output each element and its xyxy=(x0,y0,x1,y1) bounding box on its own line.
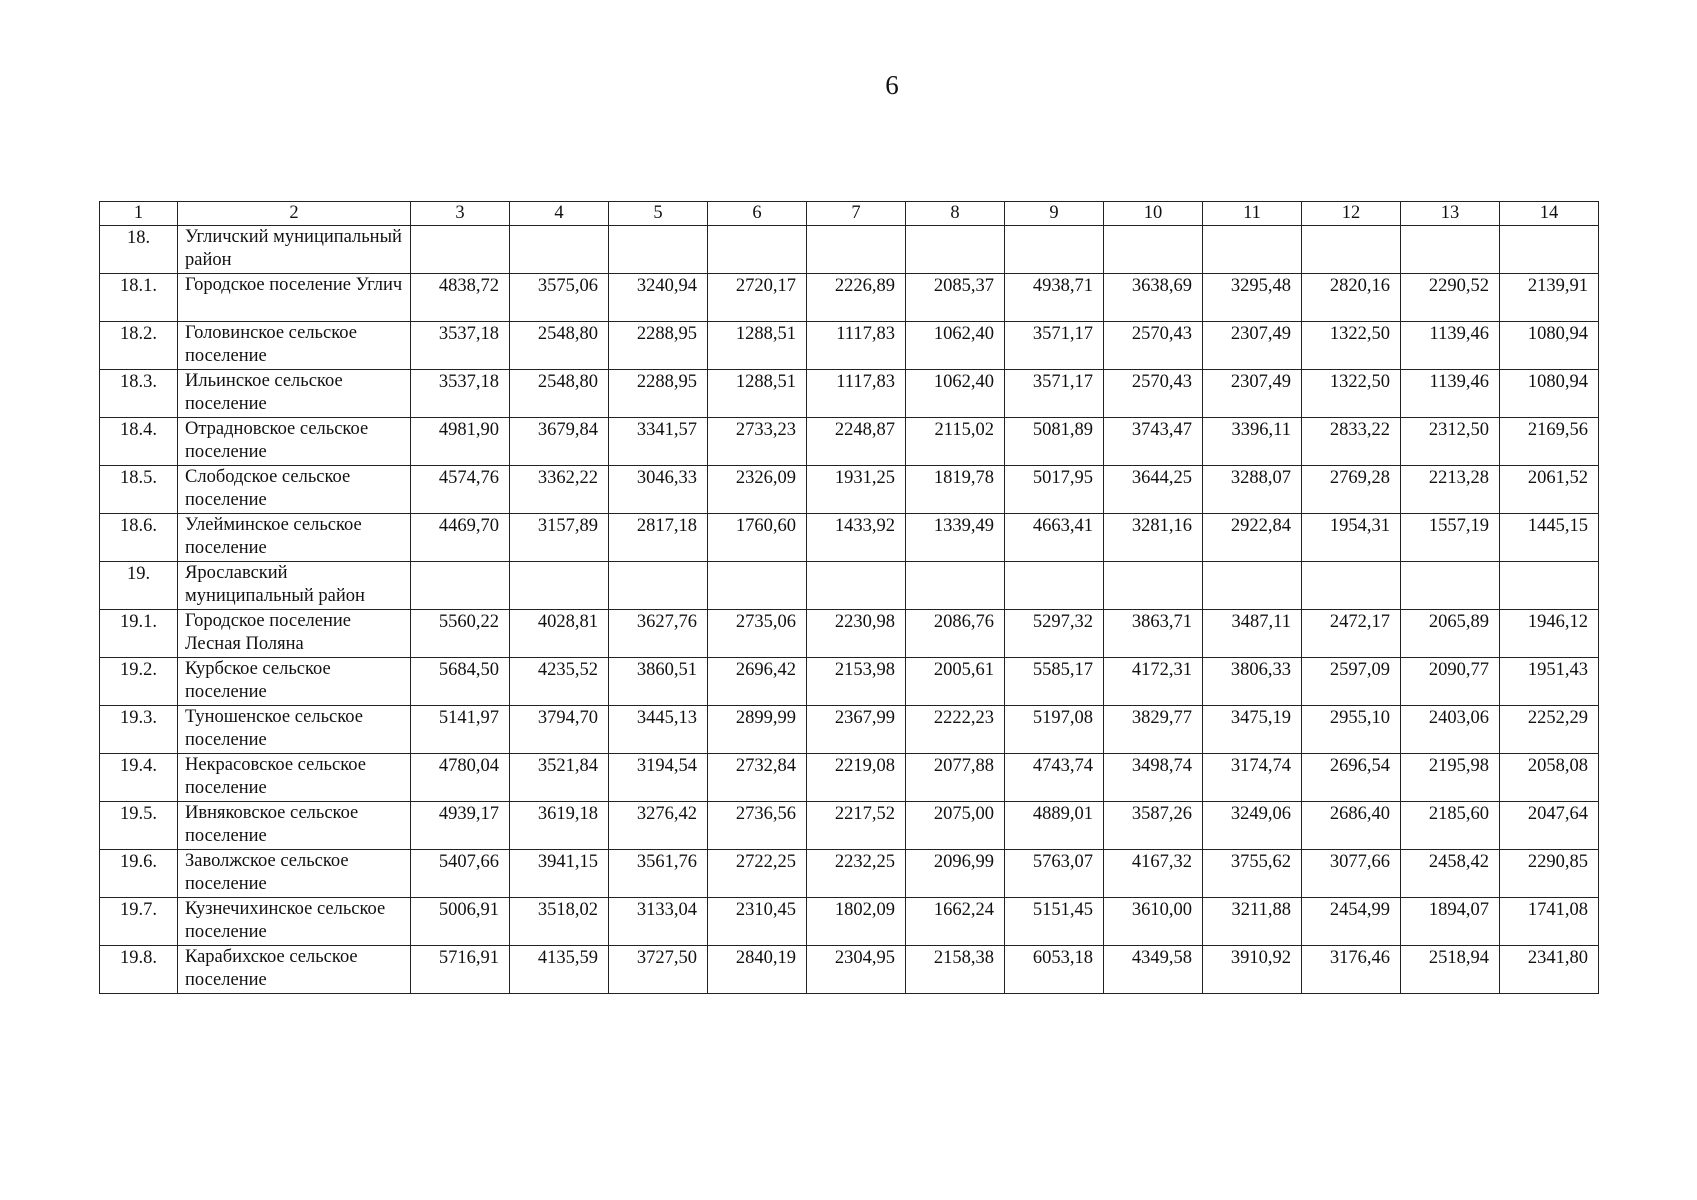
value-cell: 4469,70 xyxy=(411,514,510,562)
settlement-name: Слободское сельское поселение xyxy=(178,466,411,514)
value-cell: 1062,40 xyxy=(906,322,1005,370)
value-cell: 3487,11 xyxy=(1203,610,1302,658)
value-cell: 2597,09 xyxy=(1302,658,1401,706)
value-cell: 2230,98 xyxy=(807,610,906,658)
header-row xyxy=(100,202,1599,226)
value-cell xyxy=(1500,562,1599,610)
value-cell xyxy=(807,226,906,274)
value-cell xyxy=(1500,226,1599,274)
value-cell: 2722,25 xyxy=(708,850,807,898)
table-row xyxy=(100,514,1599,562)
value-cell: 1951,43 xyxy=(1500,658,1599,706)
value-cell xyxy=(510,226,609,274)
value-cell: 3518,02 xyxy=(510,898,609,946)
value-cell: 2217,52 xyxy=(807,802,906,850)
table-row xyxy=(100,226,1599,274)
value-cell: 2195,98 xyxy=(1401,754,1500,802)
table-row xyxy=(100,322,1599,370)
value-cell: 2061,52 xyxy=(1500,466,1599,514)
value-cell: 2769,28 xyxy=(1302,466,1401,514)
value-cell: 3288,07 xyxy=(1203,466,1302,514)
value-cell: 3619,18 xyxy=(510,802,609,850)
column-header: 14 xyxy=(1500,202,1599,226)
value-cell: 1139,46 xyxy=(1401,322,1500,370)
value-cell: 3610,00 xyxy=(1104,898,1203,946)
row-number: 19. xyxy=(100,562,178,610)
value-cell xyxy=(906,226,1005,274)
table-row xyxy=(100,274,1599,322)
row-number: 18.3. xyxy=(100,370,178,418)
value-cell: 3561,76 xyxy=(609,850,708,898)
value-cell xyxy=(510,562,609,610)
value-cell: 2222,23 xyxy=(906,706,1005,754)
value-cell: 3829,77 xyxy=(1104,706,1203,754)
value-cell xyxy=(1005,226,1104,274)
value-cell: 5560,22 xyxy=(411,610,510,658)
value-cell: 3537,18 xyxy=(411,322,510,370)
value-cell: 2226,89 xyxy=(807,274,906,322)
value-cell xyxy=(906,562,1005,610)
value-cell: 3537,18 xyxy=(411,370,510,418)
table-row xyxy=(100,754,1599,802)
column-header: 5 xyxy=(609,202,708,226)
value-cell: 2232,25 xyxy=(807,850,906,898)
value-cell xyxy=(411,562,510,610)
value-cell xyxy=(1401,226,1500,274)
value-cell: 5197,08 xyxy=(1005,706,1104,754)
value-cell: 1741,08 xyxy=(1500,898,1599,946)
value-cell: 5684,50 xyxy=(411,658,510,706)
value-cell xyxy=(1104,562,1203,610)
value-cell: 2290,52 xyxy=(1401,274,1500,322)
value-cell xyxy=(411,226,510,274)
value-cell: 2169,56 xyxy=(1500,418,1599,466)
value-cell: 4349,58 xyxy=(1104,946,1203,994)
value-cell: 2307,49 xyxy=(1203,322,1302,370)
value-cell: 3743,47 xyxy=(1104,418,1203,466)
table-row xyxy=(100,706,1599,754)
value-cell: 5006,91 xyxy=(411,898,510,946)
value-cell: 2817,18 xyxy=(609,514,708,562)
value-cell: 1322,50 xyxy=(1302,370,1401,418)
value-cell: 1080,94 xyxy=(1500,322,1599,370)
value-cell: 2955,10 xyxy=(1302,706,1401,754)
value-cell: 3627,76 xyxy=(609,610,708,658)
value-cell: 4135,59 xyxy=(510,946,609,994)
value-cell: 4028,81 xyxy=(510,610,609,658)
settlement-name: Туношенское сельское поселение xyxy=(178,706,411,754)
value-cell: 1445,15 xyxy=(1500,514,1599,562)
value-cell: 2304,95 xyxy=(807,946,906,994)
row-number: 19.6. xyxy=(100,850,178,898)
table-row xyxy=(100,658,1599,706)
value-cell xyxy=(1104,226,1203,274)
value-cell: 1931,25 xyxy=(807,466,906,514)
value-cell: 1819,78 xyxy=(906,466,1005,514)
value-cell: 2153,98 xyxy=(807,658,906,706)
value-cell xyxy=(1203,226,1302,274)
value-cell xyxy=(708,562,807,610)
row-number: 19.4. xyxy=(100,754,178,802)
value-cell: 1557,19 xyxy=(1401,514,1500,562)
value-cell xyxy=(1005,562,1104,610)
column-header: 6 xyxy=(708,202,807,226)
settlement-name: Карабихское сельское поселение xyxy=(178,946,411,994)
value-cell: 3157,89 xyxy=(510,514,609,562)
value-cell: 3638,69 xyxy=(1104,274,1203,322)
row-number: 18. xyxy=(100,226,178,274)
column-header: 9 xyxy=(1005,202,1104,226)
value-cell: 3133,04 xyxy=(609,898,708,946)
value-cell: 3755,62 xyxy=(1203,850,1302,898)
value-cell: 2158,38 xyxy=(906,946,1005,994)
table-row xyxy=(100,466,1599,514)
value-cell: 2065,89 xyxy=(1401,610,1500,658)
data-table xyxy=(99,201,1599,994)
value-cell: 4838,72 xyxy=(411,274,510,322)
table-row xyxy=(100,802,1599,850)
value-cell xyxy=(1401,562,1500,610)
value-cell: 3571,17 xyxy=(1005,370,1104,418)
value-cell: 5017,95 xyxy=(1005,466,1104,514)
value-cell: 1802,09 xyxy=(807,898,906,946)
value-cell: 2307,49 xyxy=(1203,370,1302,418)
value-cell: 3174,74 xyxy=(1203,754,1302,802)
row-number: 18.6. xyxy=(100,514,178,562)
value-cell: 1062,40 xyxy=(906,370,1005,418)
row-number: 18.5. xyxy=(100,466,178,514)
table-row xyxy=(100,850,1599,898)
value-cell: 3281,16 xyxy=(1104,514,1203,562)
value-cell xyxy=(708,226,807,274)
column-header: 3 xyxy=(411,202,510,226)
page-number: 6 xyxy=(885,70,899,100)
value-cell: 2570,43 xyxy=(1104,322,1203,370)
value-cell: 2840,19 xyxy=(708,946,807,994)
value-cell: 2403,06 xyxy=(1401,706,1500,754)
table-row xyxy=(100,418,1599,466)
settlement-name: Улейминское сельское поселение xyxy=(178,514,411,562)
value-cell: 2733,23 xyxy=(708,418,807,466)
settlement-name: Городское поселение Лесная Поляна xyxy=(178,610,411,658)
value-cell: 4981,90 xyxy=(411,418,510,466)
value-cell: 1117,83 xyxy=(807,370,906,418)
value-cell: 2922,84 xyxy=(1203,514,1302,562)
column-header: 8 xyxy=(906,202,1005,226)
value-cell: 3475,19 xyxy=(1203,706,1302,754)
value-cell: 3046,33 xyxy=(609,466,708,514)
value-cell: 2833,22 xyxy=(1302,418,1401,466)
table-body xyxy=(100,226,1599,994)
value-cell: 3498,74 xyxy=(1104,754,1203,802)
value-cell: 3341,57 xyxy=(609,418,708,466)
value-cell: 2075,00 xyxy=(906,802,1005,850)
value-cell: 3860,51 xyxy=(609,658,708,706)
column-header: 13 xyxy=(1401,202,1500,226)
row-number: 19.7. xyxy=(100,898,178,946)
value-cell: 2219,08 xyxy=(807,754,906,802)
value-cell: 5585,17 xyxy=(1005,658,1104,706)
settlement-name: Отрадновское сельское поселение xyxy=(178,418,411,466)
value-cell: 2252,29 xyxy=(1500,706,1599,754)
value-cell: 3396,11 xyxy=(1203,418,1302,466)
table-row xyxy=(100,610,1599,658)
value-cell: 4167,32 xyxy=(1104,850,1203,898)
value-cell: 1322,50 xyxy=(1302,322,1401,370)
value-cell: 1117,83 xyxy=(807,322,906,370)
value-cell: 5407,66 xyxy=(411,850,510,898)
value-cell: 4235,52 xyxy=(510,658,609,706)
value-cell: 3249,06 xyxy=(1203,802,1302,850)
value-cell: 4743,74 xyxy=(1005,754,1104,802)
value-cell xyxy=(609,562,708,610)
settlement-name: Кузнечихинское сельское поселение xyxy=(178,898,411,946)
value-cell: 1139,46 xyxy=(1401,370,1500,418)
value-cell: 3295,48 xyxy=(1203,274,1302,322)
value-cell: 1894,07 xyxy=(1401,898,1500,946)
value-cell: 2696,42 xyxy=(708,658,807,706)
value-cell: 2288,95 xyxy=(609,322,708,370)
value-cell: 4938,71 xyxy=(1005,274,1104,322)
value-cell: 4172,31 xyxy=(1104,658,1203,706)
value-cell: 2312,50 xyxy=(1401,418,1500,466)
value-cell: 3194,54 xyxy=(609,754,708,802)
row-number: 19.3. xyxy=(100,706,178,754)
table-row xyxy=(100,370,1599,418)
row-number: 19.1. xyxy=(100,610,178,658)
value-cell: 3077,66 xyxy=(1302,850,1401,898)
value-cell: 2326,09 xyxy=(708,466,807,514)
value-cell: 2288,95 xyxy=(609,370,708,418)
value-cell: 1433,92 xyxy=(807,514,906,562)
settlement-name: Курбское сельское поселение xyxy=(178,658,411,706)
value-cell: 2720,17 xyxy=(708,274,807,322)
value-cell: 2085,37 xyxy=(906,274,1005,322)
value-cell: 2454,99 xyxy=(1302,898,1401,946)
value-cell: 2290,85 xyxy=(1500,850,1599,898)
settlement-name: Городское поселение Углич xyxy=(178,274,411,322)
settlement-name: Ярославский муниципальный район xyxy=(178,562,411,610)
value-cell: 2090,77 xyxy=(1401,658,1500,706)
value-cell: 5081,89 xyxy=(1005,418,1104,466)
value-cell: 2005,61 xyxy=(906,658,1005,706)
settlement-name: Ивняковское сельское поселение xyxy=(178,802,411,850)
value-cell: 1662,24 xyxy=(906,898,1005,946)
table-header xyxy=(100,202,1599,226)
settlement-name: Угличский муниципальный район xyxy=(178,226,411,274)
value-cell: 3445,13 xyxy=(609,706,708,754)
value-cell: 1288,51 xyxy=(708,370,807,418)
row-number: 19.8. xyxy=(100,946,178,994)
value-cell: 2096,99 xyxy=(906,850,1005,898)
value-cell xyxy=(1302,562,1401,610)
value-cell: 2696,54 xyxy=(1302,754,1401,802)
row-number: 18.4. xyxy=(100,418,178,466)
value-cell xyxy=(609,226,708,274)
value-cell: 2472,17 xyxy=(1302,610,1401,658)
column-header: 12 xyxy=(1302,202,1401,226)
value-cell: 1288,51 xyxy=(708,322,807,370)
value-cell: 2899,99 xyxy=(708,706,807,754)
value-cell: 4939,17 xyxy=(411,802,510,850)
value-cell: 3571,17 xyxy=(1005,322,1104,370)
row-number: 18.2. xyxy=(100,322,178,370)
value-cell: 1339,49 xyxy=(906,514,1005,562)
value-cell: 3211,88 xyxy=(1203,898,1302,946)
value-cell: 4574,76 xyxy=(411,466,510,514)
value-cell: 5297,32 xyxy=(1005,610,1104,658)
settlement-name: Некрасовское сельское поселение xyxy=(178,754,411,802)
value-cell: 2735,06 xyxy=(708,610,807,658)
value-cell: 2213,28 xyxy=(1401,466,1500,514)
value-cell xyxy=(1302,226,1401,274)
value-cell: 5151,45 xyxy=(1005,898,1104,946)
value-cell: 4780,04 xyxy=(411,754,510,802)
value-cell: 3727,50 xyxy=(609,946,708,994)
row-number: 19.5. xyxy=(100,802,178,850)
value-cell: 6053,18 xyxy=(1005,946,1104,994)
value-cell: 3910,92 xyxy=(1203,946,1302,994)
value-cell: 2058,08 xyxy=(1500,754,1599,802)
value-cell: 2341,80 xyxy=(1500,946,1599,994)
value-cell: 5716,91 xyxy=(411,946,510,994)
column-header: 4 xyxy=(510,202,609,226)
settlement-name: Головинское сельское поселение xyxy=(178,322,411,370)
value-cell: 3587,26 xyxy=(1104,802,1203,850)
value-cell: 3644,25 xyxy=(1104,466,1203,514)
column-header: 11 xyxy=(1203,202,1302,226)
value-cell: 2732,84 xyxy=(708,754,807,802)
value-cell: 2820,16 xyxy=(1302,274,1401,322)
table-row xyxy=(100,946,1599,994)
column-header: 10 xyxy=(1104,202,1203,226)
row-number: 19.2. xyxy=(100,658,178,706)
value-cell: 5141,97 xyxy=(411,706,510,754)
table-row xyxy=(100,562,1599,610)
settlement-name: Ильинское сельское поселение xyxy=(178,370,411,418)
value-cell: 3276,42 xyxy=(609,802,708,850)
value-cell: 3941,15 xyxy=(510,850,609,898)
value-cell: 1946,12 xyxy=(1500,610,1599,658)
value-cell: 3176,46 xyxy=(1302,946,1401,994)
value-cell: 2518,94 xyxy=(1401,946,1500,994)
value-cell: 2077,88 xyxy=(906,754,1005,802)
value-cell: 3240,94 xyxy=(609,274,708,322)
value-cell: 2047,64 xyxy=(1500,802,1599,850)
value-cell: 1080,94 xyxy=(1500,370,1599,418)
value-cell: 4663,41 xyxy=(1005,514,1104,562)
value-cell: 3521,84 xyxy=(510,754,609,802)
value-cell: 2736,56 xyxy=(708,802,807,850)
value-cell: 3863,71 xyxy=(1104,610,1203,658)
column-header: 7 xyxy=(807,202,906,226)
value-cell: 2548,80 xyxy=(510,322,609,370)
value-cell: 2686,40 xyxy=(1302,802,1401,850)
settlement-name: Заволжское сельское поселение xyxy=(178,850,411,898)
row-number: 18.1. xyxy=(100,274,178,322)
value-cell: 2310,45 xyxy=(708,898,807,946)
table-row xyxy=(100,898,1599,946)
value-cell xyxy=(1203,562,1302,610)
value-cell: 2139,91 xyxy=(1500,274,1599,322)
value-cell: 2115,02 xyxy=(906,418,1005,466)
value-cell: 4889,01 xyxy=(1005,802,1104,850)
value-cell: 3806,33 xyxy=(1203,658,1302,706)
value-cell: 2458,42 xyxy=(1401,850,1500,898)
value-cell: 2248,87 xyxy=(807,418,906,466)
value-cell: 2086,76 xyxy=(906,610,1005,658)
value-cell: 1760,60 xyxy=(708,514,807,562)
value-cell: 3362,22 xyxy=(510,466,609,514)
value-cell: 2185,60 xyxy=(1401,802,1500,850)
value-cell: 2367,99 xyxy=(807,706,906,754)
value-cell: 1954,31 xyxy=(1302,514,1401,562)
value-cell: 2570,43 xyxy=(1104,370,1203,418)
value-cell: 3575,06 xyxy=(510,274,609,322)
value-cell: 5763,07 xyxy=(1005,850,1104,898)
value-cell: 3679,84 xyxy=(510,418,609,466)
column-header: 2 xyxy=(178,202,411,226)
column-header: 1 xyxy=(100,202,178,226)
value-cell xyxy=(807,562,906,610)
value-cell: 3794,70 xyxy=(510,706,609,754)
value-cell: 2548,80 xyxy=(510,370,609,418)
